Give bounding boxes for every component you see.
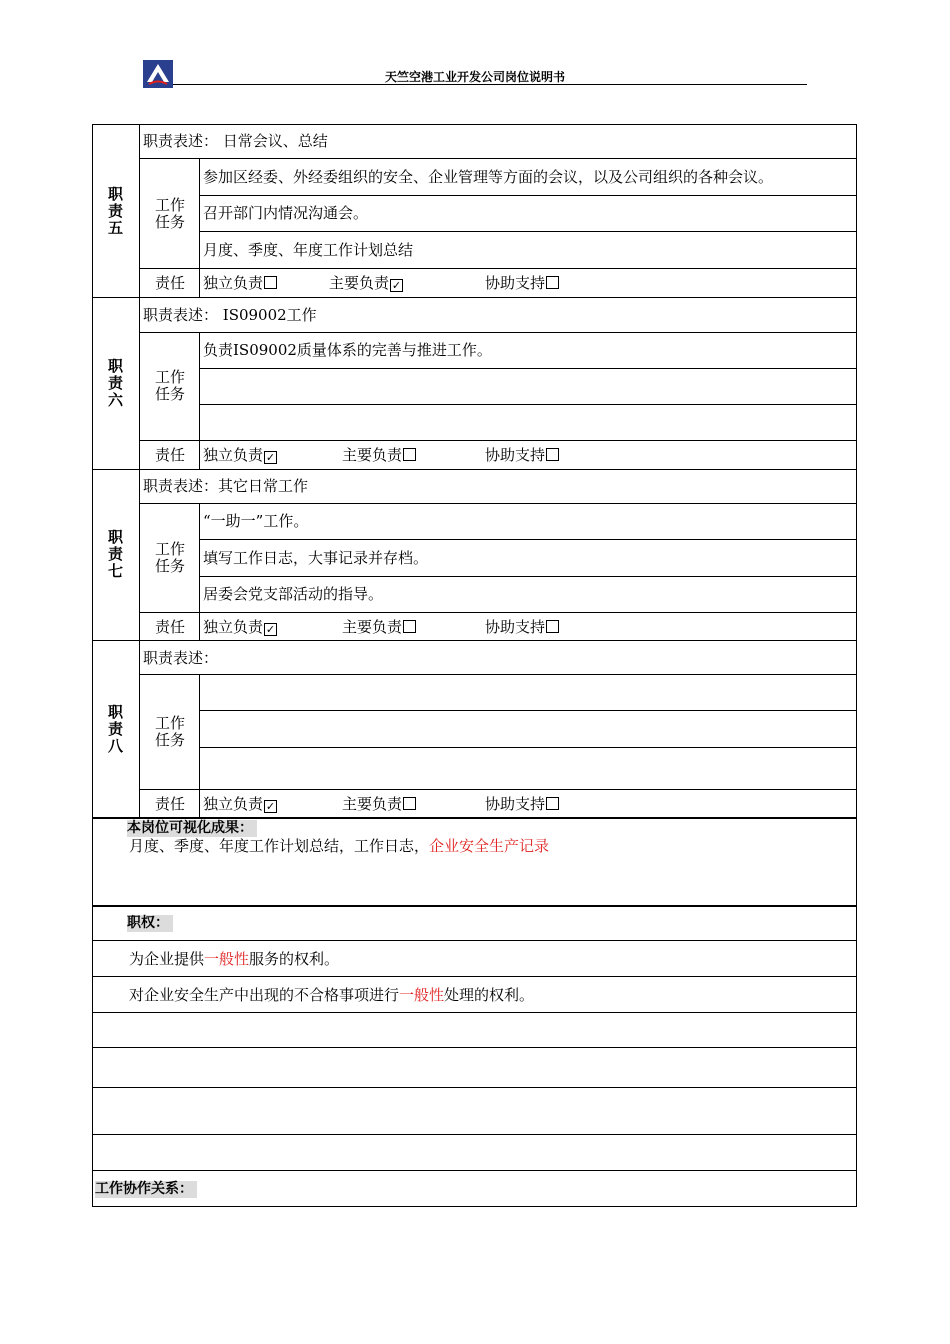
option-assist[interactable]: 协助支持 xyxy=(485,446,559,464)
checkbox-icon[interactable] xyxy=(546,797,559,810)
duty-description: 职责表述： xyxy=(143,649,219,667)
checkbox-icon[interactable] xyxy=(546,620,559,633)
option-primary[interactable]: 主要负责 xyxy=(342,446,416,464)
grid-line xyxy=(199,539,857,540)
checkbox-checked-icon[interactable]: ✓ xyxy=(391,279,402,292)
option-assist[interactable]: 协助支持 xyxy=(485,274,559,292)
duty-description: 职责表述：其它日常工作 xyxy=(143,477,309,495)
duty-section-label: 职 责 五 xyxy=(107,185,123,237)
grid-line xyxy=(92,469,857,470)
checkbox-icon[interactable] xyxy=(546,448,559,461)
checkbox-icon[interactable] xyxy=(546,276,559,289)
responsibility-label: 责任 xyxy=(155,274,186,292)
task-label: 工作 任务 xyxy=(154,368,185,403)
option-independent[interactable]: 独立负责 xyxy=(203,274,277,292)
task-item: 参加区经委、外经委组织的安全、企业管理等方面的会议，以及公司组织的各种会议。 xyxy=(203,168,774,186)
option-independent[interactable]: 独立负责 ✓ xyxy=(203,618,276,636)
duty-section-label: 职 责 六 xyxy=(107,357,123,409)
grid-line xyxy=(92,976,857,977)
grid-line xyxy=(92,905,857,907)
task-item: 居委会党支部活动的指导。 xyxy=(203,585,384,603)
grid-line xyxy=(199,404,857,405)
duty-description: 职责表述： IS09002工作 xyxy=(143,306,317,324)
authority-label: 职权： xyxy=(127,915,173,932)
task-item: 负责IS09002质量体系的完善与推进工作。 xyxy=(203,341,492,359)
option-independent[interactable]: 独立负责 ✓ xyxy=(203,795,276,813)
grid-line xyxy=(92,1134,857,1135)
responsibility-label: 责任 xyxy=(155,618,186,636)
option-independent[interactable]: 独立负责 ✓ xyxy=(203,446,276,464)
checkbox-checked-icon[interactable]: ✓ xyxy=(265,451,276,464)
checkbox-icon[interactable] xyxy=(403,620,416,633)
checkbox-checked-icon[interactable]: ✓ xyxy=(265,800,276,813)
checkbox-icon[interactable] xyxy=(264,276,277,289)
duty-section-label: 职 责 七 xyxy=(107,528,123,580)
grid-line xyxy=(139,158,857,159)
option-assist[interactable]: 协助支持 xyxy=(485,795,559,813)
document-header xyxy=(143,60,807,88)
grid-line xyxy=(199,368,857,369)
checkbox-icon[interactable] xyxy=(403,448,416,461)
task-label: 工作 任务 xyxy=(154,196,185,231)
grid-line xyxy=(199,576,857,577)
results-label: 本岗位可视化成果： xyxy=(127,820,257,837)
task-item: “一助一”工作。 xyxy=(203,512,309,530)
responsibility-label: 责任 xyxy=(155,795,186,813)
grid-line xyxy=(199,747,857,748)
document-title: 天竺空港工业开发公司岗位说明书 xyxy=(384,70,565,84)
checkbox-icon[interactable] xyxy=(403,797,416,810)
task-item: 召开部门内情况沟通会。 xyxy=(203,204,369,222)
option-primary[interactable]: 主要负责 ✓ xyxy=(329,274,402,292)
grid-line xyxy=(199,195,857,196)
grid-line xyxy=(92,1047,857,1048)
task-label: 工作 任务 xyxy=(154,540,185,575)
grid-line xyxy=(139,503,857,504)
option-assist[interactable]: 协助支持 xyxy=(485,618,559,636)
option-primary[interactable]: 主要负责 xyxy=(342,795,416,813)
authority-item: 对企业安全生产中出现的不合格事项进行一般性处理的权利。 xyxy=(129,986,535,1004)
grid-line xyxy=(92,297,857,298)
task-item: 月度、季度、年度工作计划总结 xyxy=(203,241,414,259)
grid-line xyxy=(92,1012,857,1013)
grid-line xyxy=(92,640,857,641)
grid-line xyxy=(199,231,857,232)
grid-line xyxy=(199,710,857,711)
grid-line xyxy=(92,1170,857,1171)
duty-description: 职责表述： 日常会议、总结 xyxy=(143,132,328,150)
grid-line xyxy=(139,789,857,790)
grid-line xyxy=(92,817,857,819)
duty-section-label: 职 责 八 xyxy=(107,703,123,755)
grid-line xyxy=(139,268,857,269)
authority-item: 为企业提供一般性服务的权利。 xyxy=(129,950,340,968)
option-primary[interactable]: 主要负责 xyxy=(342,618,416,636)
task-label: 工作 任务 xyxy=(154,714,185,749)
grid-line xyxy=(92,1087,857,1088)
task-item: 填写工作日志，大事记录并存档。 xyxy=(203,549,429,567)
grid-line xyxy=(139,332,857,333)
cooperation-label: 工作协作关系： xyxy=(95,1181,197,1198)
checkbox-checked-icon[interactable]: ✓ xyxy=(265,623,276,636)
grid-line xyxy=(139,612,857,613)
grid-line xyxy=(139,440,857,441)
grid-line xyxy=(92,940,857,941)
grid-line xyxy=(139,674,857,675)
responsibility-label: 责任 xyxy=(155,446,186,464)
results-text: 月度、季度、年度工作计划总结，工作日志，企业安全生产记录 xyxy=(129,837,550,855)
